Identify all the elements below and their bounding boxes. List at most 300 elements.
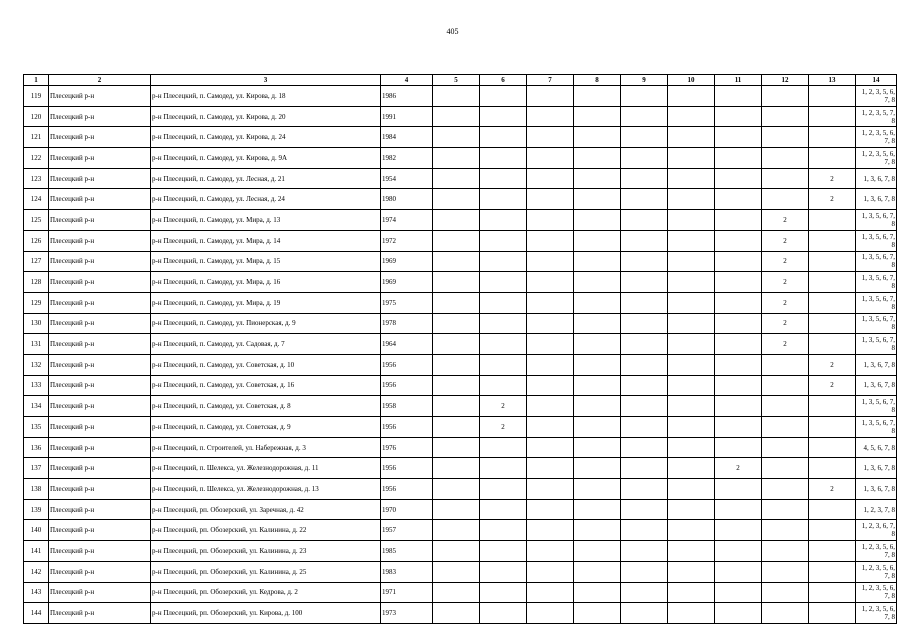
col5-cell bbox=[433, 148, 480, 169]
criteria-cell: 1, 3, 5, 6, 7, 8 bbox=[856, 251, 897, 272]
col12-cell bbox=[762, 479, 809, 500]
col7-cell bbox=[527, 375, 574, 396]
year-cell: 1969 bbox=[381, 251, 433, 272]
column-header: 5 bbox=[433, 75, 480, 86]
col11-cell bbox=[715, 210, 762, 231]
col10-cell bbox=[668, 499, 715, 520]
col13-cell bbox=[809, 603, 856, 624]
row-number: 137 bbox=[24, 458, 49, 479]
col6-cell bbox=[480, 313, 527, 334]
row-number: 133 bbox=[24, 375, 49, 396]
col7-cell bbox=[527, 437, 574, 458]
year-cell: 1970 bbox=[381, 499, 433, 520]
col11-cell bbox=[715, 292, 762, 313]
table-row bbox=[24, 479, 897, 500]
year-cell: 1986 bbox=[381, 86, 433, 107]
address-cell: р-н Плесецкий, п. Самодед, ул. Мира, д. 14 bbox=[151, 230, 381, 251]
criteria-cell: 1, 3, 5, 6, 7, 8 bbox=[856, 272, 897, 293]
criteria-cell: 1, 3, 6, 7, 8 bbox=[856, 354, 897, 375]
col11-cell bbox=[715, 541, 762, 562]
year-cell: 1954 bbox=[381, 168, 433, 189]
col6-cell bbox=[480, 251, 527, 272]
row-number: 132 bbox=[24, 354, 49, 375]
col9-cell bbox=[621, 582, 668, 603]
col13-cell bbox=[809, 251, 856, 272]
col9-cell bbox=[621, 375, 668, 396]
col5-cell bbox=[433, 168, 480, 189]
col12-cell: 2 bbox=[762, 272, 809, 293]
year-cell: 1974 bbox=[381, 210, 433, 231]
col13-cell bbox=[809, 230, 856, 251]
column-header: 10 bbox=[668, 75, 715, 86]
col12-cell: 2 bbox=[762, 292, 809, 313]
district-cell: Плесецкий р-н bbox=[49, 417, 151, 438]
col13-cell bbox=[809, 272, 856, 293]
year-cell: 1956 bbox=[381, 354, 433, 375]
district-cell: Плесецкий р-н bbox=[49, 458, 151, 479]
criteria-cell: 1, 3, 5, 6, 7, 8 bbox=[856, 210, 897, 231]
col6-cell bbox=[480, 168, 527, 189]
col6-cell bbox=[480, 127, 527, 148]
col10-cell bbox=[668, 417, 715, 438]
table-row bbox=[24, 106, 897, 127]
district-cell: Плесецкий р-н bbox=[49, 86, 151, 107]
criteria-cell: 1, 3, 5, 6, 7, 8 bbox=[856, 292, 897, 313]
col9-cell bbox=[621, 292, 668, 313]
col8-cell bbox=[574, 479, 621, 500]
col11-cell bbox=[715, 396, 762, 417]
col7-cell bbox=[527, 86, 574, 107]
col7-cell bbox=[527, 168, 574, 189]
col13-cell bbox=[809, 210, 856, 231]
col12-cell bbox=[762, 603, 809, 624]
col10-cell bbox=[668, 479, 715, 500]
district-cell: Плесецкий р-н bbox=[49, 520, 151, 541]
col5-cell bbox=[433, 396, 480, 417]
col13-cell bbox=[809, 148, 856, 169]
year-cell: 1957 bbox=[381, 520, 433, 541]
col9-cell bbox=[621, 210, 668, 231]
criteria-cell: 1, 3, 5, 6, 7, 8 bbox=[856, 230, 897, 251]
col8-cell bbox=[574, 86, 621, 107]
table-row bbox=[24, 520, 897, 541]
col9-cell bbox=[621, 479, 668, 500]
col9-cell bbox=[621, 499, 668, 520]
column-header: 4 bbox=[381, 75, 433, 86]
address-cell: р-н Плесецкий, п. Самодед, ул. Мира, д. 16 bbox=[151, 272, 381, 293]
district-cell: Плесецкий р-н bbox=[49, 375, 151, 396]
col13-cell: 2 bbox=[809, 189, 856, 210]
year-cell: 1991 bbox=[381, 106, 433, 127]
col5-cell bbox=[433, 541, 480, 562]
col11-cell bbox=[715, 582, 762, 603]
col10-cell bbox=[668, 148, 715, 169]
col11-cell bbox=[715, 251, 762, 272]
col9-cell bbox=[621, 354, 668, 375]
col12-cell bbox=[762, 417, 809, 438]
year-cell: 1975 bbox=[381, 292, 433, 313]
col9-cell bbox=[621, 603, 668, 624]
page-number: 405 bbox=[446, 27, 459, 36]
col11-cell bbox=[715, 189, 762, 210]
criteria-cell: 1, 3, 5, 6, 7, 8 bbox=[856, 313, 897, 334]
row-number: 128 bbox=[24, 272, 49, 293]
column-header: 11 bbox=[715, 75, 762, 86]
col9-cell bbox=[621, 561, 668, 582]
col9-cell bbox=[621, 313, 668, 334]
col5-cell bbox=[433, 210, 480, 231]
table-row bbox=[24, 417, 897, 438]
row-number: 142 bbox=[24, 561, 49, 582]
row-number: 140 bbox=[24, 520, 49, 541]
col10-cell bbox=[668, 520, 715, 541]
table-row bbox=[24, 148, 897, 169]
row-number: 121 bbox=[24, 127, 49, 148]
col13-cell bbox=[809, 292, 856, 313]
col8-cell bbox=[574, 582, 621, 603]
col5-cell bbox=[433, 561, 480, 582]
address-cell: р-н Плесецкий, п. Самодед, ул. Садовая, д. 7 bbox=[151, 334, 381, 355]
row-number: 144 bbox=[24, 603, 49, 624]
col7-cell bbox=[527, 148, 574, 169]
col7-cell bbox=[527, 127, 574, 148]
col10-cell bbox=[668, 437, 715, 458]
col13-cell bbox=[809, 499, 856, 520]
col6-cell bbox=[480, 189, 527, 210]
col9-cell bbox=[621, 86, 668, 107]
col10-cell bbox=[668, 396, 715, 417]
col11-cell bbox=[715, 334, 762, 355]
year-cell: 1973 bbox=[381, 603, 433, 624]
col8-cell bbox=[574, 292, 621, 313]
address-cell: р-н Плесецкий, рп. Обозерский, ул. Калинина, д. 22 bbox=[151, 520, 381, 541]
column-header: 12 bbox=[762, 75, 809, 86]
col8-cell bbox=[574, 603, 621, 624]
table-row bbox=[24, 230, 897, 251]
col8-cell bbox=[574, 458, 621, 479]
year-cell: 1964 bbox=[381, 334, 433, 355]
column-header: 3 bbox=[151, 75, 381, 86]
column-header: 1 bbox=[24, 75, 49, 86]
table-row bbox=[24, 396, 897, 417]
col6-cell bbox=[480, 230, 527, 251]
col5-cell bbox=[433, 127, 480, 148]
col10-cell bbox=[668, 541, 715, 562]
col6-cell: 2 bbox=[480, 396, 527, 417]
col8-cell bbox=[574, 354, 621, 375]
col6-cell bbox=[480, 479, 527, 500]
col5-cell bbox=[433, 313, 480, 334]
col5-cell bbox=[433, 86, 480, 107]
col6-cell bbox=[480, 148, 527, 169]
district-cell: Плесецкий р-н bbox=[49, 168, 151, 189]
col5-cell bbox=[433, 292, 480, 313]
district-cell: Плесецкий р-н bbox=[49, 479, 151, 500]
col7-cell bbox=[527, 479, 574, 500]
col6-cell bbox=[480, 437, 527, 458]
register-table bbox=[23, 74, 897, 624]
district-cell: Плесецкий р-н bbox=[49, 499, 151, 520]
col9-cell bbox=[621, 168, 668, 189]
address-cell: р-н Плесецкий, п. Самодед, ул. Кирова, д. 24 bbox=[151, 127, 381, 148]
row-number: 139 bbox=[24, 499, 49, 520]
year-cell: 1969 bbox=[381, 272, 433, 293]
col6-cell bbox=[480, 375, 527, 396]
district-cell: Плесецкий р-н bbox=[49, 334, 151, 355]
col7-cell bbox=[527, 251, 574, 272]
col10-cell bbox=[668, 127, 715, 148]
address-cell: р-н Плесецкий, п. Самодед, ул. Мира, д. 15 bbox=[151, 251, 381, 272]
table-row bbox=[24, 375, 897, 396]
criteria-cell: 1, 3, 6, 7, 8 bbox=[856, 189, 897, 210]
col10-cell bbox=[668, 334, 715, 355]
col8-cell bbox=[574, 210, 621, 231]
column-header: 2 bbox=[49, 75, 151, 86]
col12-cell bbox=[762, 354, 809, 375]
table-row bbox=[24, 603, 897, 624]
col9-cell bbox=[621, 148, 668, 169]
col13-cell bbox=[809, 520, 856, 541]
criteria-cell: 1, 2, 3, 5, 6, 7, 8 bbox=[856, 603, 897, 624]
district-cell: Плесецкий р-н bbox=[49, 251, 151, 272]
year-cell: 1985 bbox=[381, 541, 433, 562]
col9-cell bbox=[621, 458, 668, 479]
row-number: 136 bbox=[24, 437, 49, 458]
year-cell: 1982 bbox=[381, 148, 433, 169]
col6-cell bbox=[480, 210, 527, 231]
year-cell: 1978 bbox=[381, 313, 433, 334]
col7-cell bbox=[527, 541, 574, 562]
year-cell: 1956 bbox=[381, 458, 433, 479]
col6-cell bbox=[480, 561, 527, 582]
col10-cell bbox=[668, 561, 715, 582]
address-cell: р-н Плесецкий, п. Самодед, ул. Мира, д. 19 bbox=[151, 292, 381, 313]
col10-cell bbox=[668, 375, 715, 396]
table-row bbox=[24, 561, 897, 582]
col7-cell bbox=[527, 603, 574, 624]
col13-cell bbox=[809, 313, 856, 334]
address-cell: р-н Плесецкий, п. Самодед, ул. Советская, д. 16 bbox=[151, 375, 381, 396]
col11-cell bbox=[715, 603, 762, 624]
col5-cell bbox=[433, 354, 480, 375]
col6-cell bbox=[480, 582, 527, 603]
col12-cell bbox=[762, 437, 809, 458]
district-cell: Плесецкий р-н bbox=[49, 127, 151, 148]
col13-cell: 2 bbox=[809, 375, 856, 396]
col11-cell bbox=[715, 272, 762, 293]
col5-cell bbox=[433, 582, 480, 603]
col8-cell bbox=[574, 127, 621, 148]
col12-cell bbox=[762, 582, 809, 603]
col8-cell bbox=[574, 520, 621, 541]
col7-cell bbox=[527, 272, 574, 293]
address-cell: р-н Плесецкий, рп. Обозерский, ул. Заречная, д. 42 bbox=[151, 499, 381, 520]
col11-cell bbox=[715, 148, 762, 169]
col8-cell bbox=[574, 375, 621, 396]
col8-cell bbox=[574, 148, 621, 169]
column-header: 13 bbox=[809, 75, 856, 86]
col7-cell bbox=[527, 417, 574, 438]
col6-cell bbox=[480, 541, 527, 562]
address-cell: р-н Плесецкий, п. Самодед, ул. Кирова, д. 18 bbox=[151, 86, 381, 107]
col12-cell: 2 bbox=[762, 313, 809, 334]
district-cell: Плесецкий р-н bbox=[49, 354, 151, 375]
col11-cell bbox=[715, 499, 762, 520]
row-number: 120 bbox=[24, 106, 49, 127]
col5-cell bbox=[433, 520, 480, 541]
col12-cell: 2 bbox=[762, 251, 809, 272]
col13-cell: 2 bbox=[809, 168, 856, 189]
col11-cell bbox=[715, 417, 762, 438]
col13-cell bbox=[809, 417, 856, 438]
col10-cell bbox=[668, 582, 715, 603]
column-header: 8 bbox=[574, 75, 621, 86]
district-cell: Плесецкий р-н bbox=[49, 603, 151, 624]
col7-cell bbox=[527, 458, 574, 479]
col7-cell bbox=[527, 499, 574, 520]
col5-cell bbox=[433, 479, 480, 500]
col13-cell bbox=[809, 396, 856, 417]
district-cell: Плесецкий р-н bbox=[49, 313, 151, 334]
year-cell: 1980 bbox=[381, 189, 433, 210]
col12-cell bbox=[762, 561, 809, 582]
table-row bbox=[24, 499, 897, 520]
district-cell: Плесецкий р-н bbox=[49, 106, 151, 127]
col10-cell bbox=[668, 603, 715, 624]
criteria-cell: 4, 5, 6, 7, 8 bbox=[856, 437, 897, 458]
col11-cell bbox=[715, 375, 762, 396]
table-header bbox=[24, 75, 897, 86]
col10-cell bbox=[668, 168, 715, 189]
address-cell: р-н Плесецкий, п. Самодед, ул. Лесная, д. 24 bbox=[151, 189, 381, 210]
district-cell: Плесецкий р-н bbox=[49, 541, 151, 562]
row-number: 135 bbox=[24, 417, 49, 438]
year-cell: 1983 bbox=[381, 561, 433, 582]
address-cell: р-н Плесецкий, п. Шелекса, ул. Железнодорожная, д. 13 bbox=[151, 479, 381, 500]
col9-cell bbox=[621, 189, 668, 210]
col10-cell bbox=[668, 251, 715, 272]
col9-cell bbox=[621, 417, 668, 438]
col13-cell bbox=[809, 541, 856, 562]
col9-cell bbox=[621, 106, 668, 127]
table-row bbox=[24, 313, 897, 334]
col6-cell bbox=[480, 603, 527, 624]
col7-cell bbox=[527, 396, 574, 417]
year-cell: 1984 bbox=[381, 127, 433, 148]
district-cell: Плесецкий р-н bbox=[49, 561, 151, 582]
criteria-cell: 1, 2, 3, 6, 7, 8 bbox=[856, 520, 897, 541]
col5-cell bbox=[433, 230, 480, 251]
address-cell: р-н Плесецкий, п. Самодед, ул. Кирова, д. 9А bbox=[151, 148, 381, 169]
col6-cell bbox=[480, 86, 527, 107]
table-row bbox=[24, 127, 897, 148]
col12-cell bbox=[762, 375, 809, 396]
table-row bbox=[24, 458, 897, 479]
col9-cell bbox=[621, 396, 668, 417]
address-cell: р-н Плесецкий, рп. Обозерский, ул. Калинина, д. 25 bbox=[151, 561, 381, 582]
col9-cell bbox=[621, 437, 668, 458]
col12-cell bbox=[762, 86, 809, 107]
criteria-cell: 1, 2, 3, 5, 6, 7, 8 bbox=[856, 582, 897, 603]
col8-cell bbox=[574, 251, 621, 272]
year-cell: 1972 bbox=[381, 230, 433, 251]
address-cell: р-н Плесецкий, рп. Обозерский, ул. Кирова, д. 100 bbox=[151, 603, 381, 624]
col10-cell bbox=[668, 106, 715, 127]
criteria-cell: 1, 3, 5, 6, 7, 8 bbox=[856, 396, 897, 417]
table-row bbox=[24, 437, 897, 458]
col7-cell bbox=[527, 561, 574, 582]
year-cell: 1956 bbox=[381, 375, 433, 396]
table-body bbox=[24, 86, 897, 624]
col8-cell bbox=[574, 313, 621, 334]
col5-cell bbox=[433, 189, 480, 210]
col13-cell: 2 bbox=[809, 479, 856, 500]
table-row bbox=[24, 189, 897, 210]
col5-cell bbox=[433, 417, 480, 438]
criteria-cell: 1, 3, 5, 6, 7, 8 bbox=[856, 334, 897, 355]
row-number: 143 bbox=[24, 582, 49, 603]
col13-cell bbox=[809, 561, 856, 582]
column-header: 14 bbox=[856, 75, 897, 86]
col7-cell bbox=[527, 230, 574, 251]
table-row bbox=[24, 210, 897, 231]
col8-cell bbox=[574, 272, 621, 293]
col11-cell bbox=[715, 520, 762, 541]
row-number: 130 bbox=[24, 313, 49, 334]
col7-cell bbox=[527, 582, 574, 603]
row-number: 119 bbox=[24, 86, 49, 107]
col13-cell bbox=[809, 437, 856, 458]
row-number: 138 bbox=[24, 479, 49, 500]
col9-cell bbox=[621, 251, 668, 272]
col12-cell bbox=[762, 396, 809, 417]
col12-cell bbox=[762, 458, 809, 479]
table-row bbox=[24, 86, 897, 107]
table-row bbox=[24, 334, 897, 355]
col8-cell bbox=[574, 561, 621, 582]
district-cell: Плесецкий р-н bbox=[49, 396, 151, 417]
row-number: 123 bbox=[24, 168, 49, 189]
criteria-cell: 1, 3, 5, 6, 7, 8 bbox=[856, 417, 897, 438]
table-row bbox=[24, 582, 897, 603]
col11-cell bbox=[715, 168, 762, 189]
col5-cell bbox=[433, 437, 480, 458]
address-cell: р-н Плесецкий, п. Самодед, ул. Мира, д. 13 bbox=[151, 210, 381, 231]
col11-cell bbox=[715, 127, 762, 148]
col6-cell bbox=[480, 354, 527, 375]
col5-cell bbox=[433, 106, 480, 127]
col13-cell bbox=[809, 334, 856, 355]
address-cell: р-н Плесецкий, п. Шелекса, ул. Железнодорожная, д. 11 bbox=[151, 458, 381, 479]
column-header: 6 bbox=[480, 75, 527, 86]
address-cell: р-н Плесецкий, п. Самодед, ул. Лесная, д. 21 bbox=[151, 168, 381, 189]
address-cell: р-н Плесецкий, п. Самодед, ул. Кирова, д. 20 bbox=[151, 106, 381, 127]
col10-cell bbox=[668, 272, 715, 293]
year-cell: 1956 bbox=[381, 417, 433, 438]
table-row bbox=[24, 354, 897, 375]
col12-cell bbox=[762, 168, 809, 189]
criteria-cell: 1, 3, 6, 7, 8 bbox=[856, 168, 897, 189]
district-cell: Плесецкий р-н bbox=[49, 437, 151, 458]
col6-cell bbox=[480, 292, 527, 313]
col12-cell bbox=[762, 189, 809, 210]
criteria-cell: 1, 3, 6, 7, 8 bbox=[856, 375, 897, 396]
col7-cell bbox=[527, 313, 574, 334]
col5-cell bbox=[433, 334, 480, 355]
col5-cell bbox=[433, 458, 480, 479]
year-cell: 1976 bbox=[381, 437, 433, 458]
col12-cell: 2 bbox=[762, 210, 809, 231]
